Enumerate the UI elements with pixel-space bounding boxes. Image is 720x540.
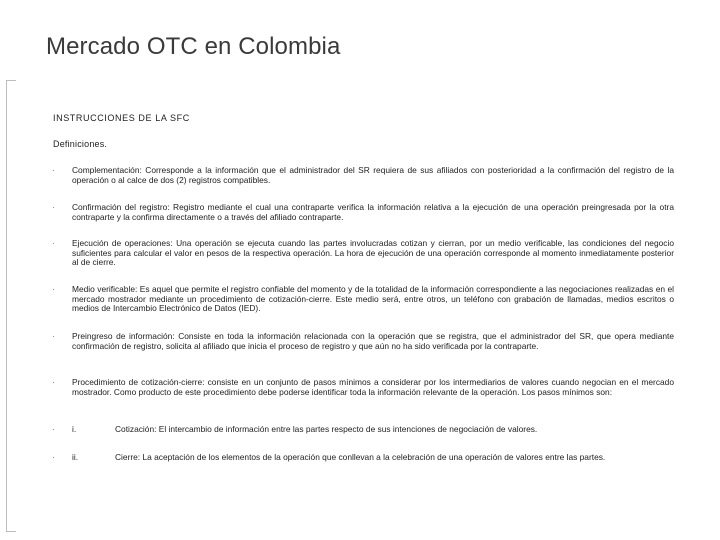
bullet-icon: ·: [52, 285, 55, 294]
list-item: [52, 378, 675, 410]
bullet-icon: ·: [52, 239, 55, 248]
sub-item-number: ii.: [72, 452, 79, 462]
page-title: Mercado OTC en Colombia: [46, 33, 341, 60]
list-item-text: Complementación: Corresponde a la información que el administrador del SR requiera de sus afiliados con posterioridad a la confirmación del registro de la operación o al calce de dos (2) registros compatibles.: [72, 165, 674, 185]
sub-list-item: [52, 453, 675, 475]
sub-item-text: Cotización: El intercambio de información entre las partes respecto de sus intenciones de negociación de valores.: [115, 424, 538, 434]
sub-list-item: [52, 425, 675, 437]
bullet-icon: ·: [52, 166, 55, 175]
sub-item-number: i.: [72, 424, 77, 434]
list-item-text: Procedimiento de cotización-cierre: consiste en un conjunto de pasos mínimos a considerar por los intermediarios de valores cuando negocian en el mercado mostrador. Como producto de este procedimiento debe poderse identificar toda la información relevante de la operación. Los pasos mínimos son:: [72, 377, 674, 397]
left-frame-line: [6, 80, 7, 532]
subheading: Definiciones.: [53, 139, 108, 149]
bullet-icon: ·: [52, 425, 55, 434]
list-item: [52, 239, 675, 271]
list-item: [52, 203, 675, 225]
list-item: [52, 332, 675, 364]
list-item: [52, 166, 675, 188]
frame-bottom-tick: [6, 531, 16, 532]
frame-top-tick: [6, 80, 16, 81]
section-heading: INSTRUCCIONES DE LA SFC: [53, 113, 190, 123]
sub-item-text: Cierre: La aceptación de los elementos de la operación que conllevan a la celebración de una operación de valores entre las partes.: [115, 452, 606, 462]
bullet-icon: ·: [52, 378, 55, 387]
list-item-text: Medio verificable: Es aquel que permite el registro confiable del momento y de la totalidad de la información correspondiente a las negociaciones realizadas en el mercado mostrador mediante un procedimiento de cotización-cierre. Este medio será, entre otros, un teléfono con grabación de llamadas, medios escritos o medios de Intercambio Electrónico de Datos (IED).: [72, 284, 674, 314]
list-item: [52, 285, 675, 317]
bullet-icon: ·: [52, 203, 55, 212]
bullet-icon: ·: [52, 332, 55, 341]
bullet-icon: ·: [52, 453, 55, 462]
list-item-text: Preingreso de información: Consiste en toda la información relacionada con la operación que se registra, que el administrador del SR, que opera mediante confirmación de registro, solicita al afiliado que inicia el proceso de registro y que aún no ha sido verificada por la contraparte.: [72, 331, 674, 351]
list-item-text: Confirmación del registro: Registro mediante el cual una contraparte verifica la información relativa a la ejecución de una operación preingresada por la otra contraparte y la confirma directamente o a través del afiliado contraparte.: [72, 202, 674, 222]
list-item-text: Ejecución de operaciones: Una operación se ejecuta cuando las partes involucradas cotizan y cierran, por un medio verificable, las condiciones del negocio suficientes para calcular el valor en pesos de la respectiva operación. La hora de ejecución de una operación corresponde al momento inmediatamente posterior al de cierre.: [72, 238, 674, 268]
